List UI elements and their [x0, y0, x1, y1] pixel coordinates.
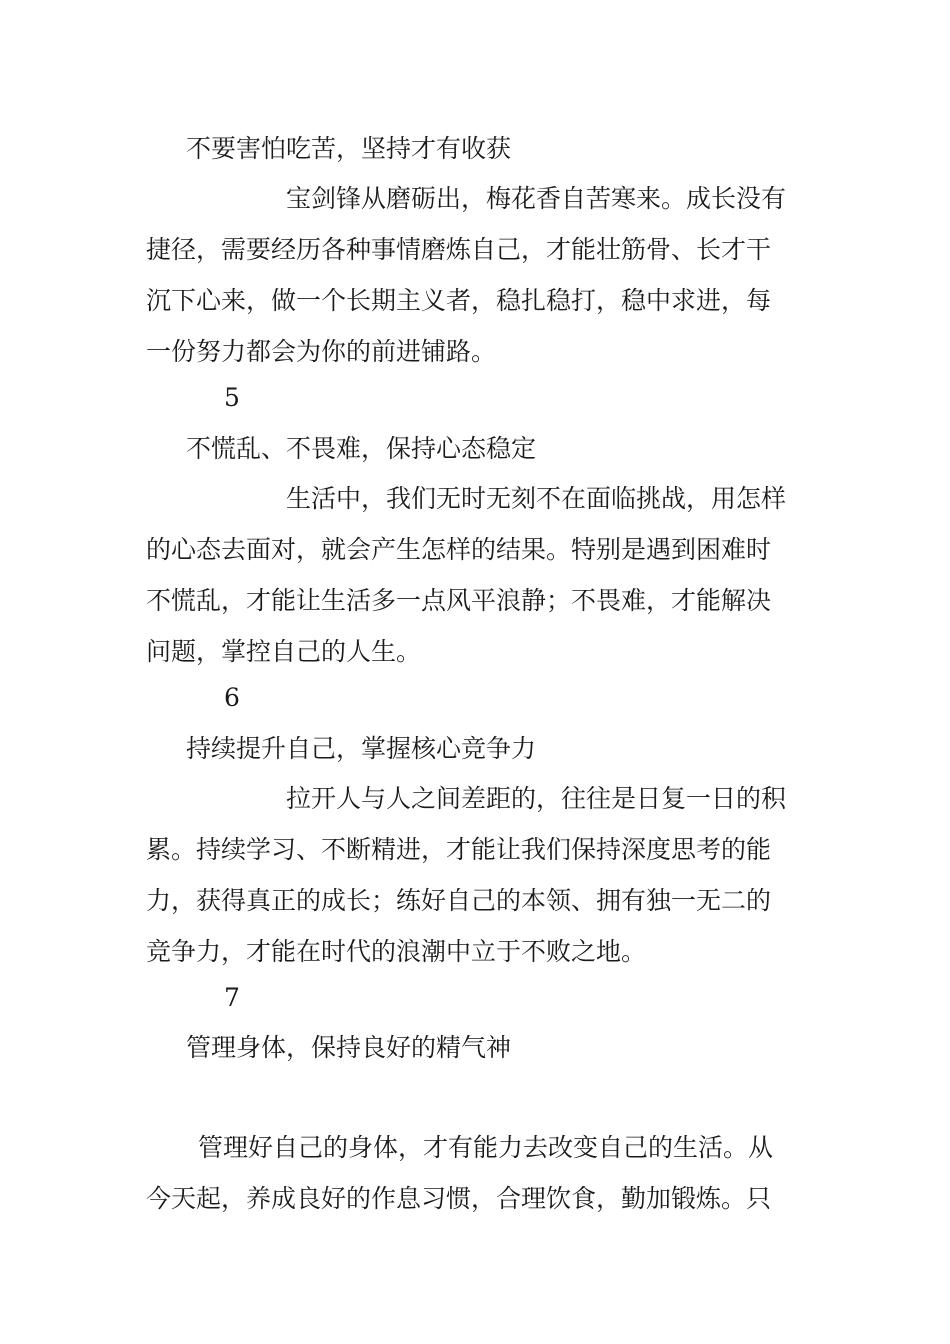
paragraph-line: 竞争力，才能在时代的浪潮中立于不败之地。 [146, 937, 647, 966]
paragraph-line: 力，获得真正的成长；练好自己的本领、拥有独一无二的 [146, 886, 772, 915]
section-heading: 管理身体，保持良好的精气神 [186, 1033, 512, 1062]
paragraph-line: 的心态去面对，就会产生怎样的结果。特别是遇到困难时 [146, 535, 772, 564]
paragraph-line: 问题，掌控自己的人生。 [146, 637, 422, 666]
paragraph-line: 管理好自己的身体，才有能力去改变自己的生活。从 [198, 1133, 774, 1162]
paragraph-line: 生活中，我们无时无刻不在面临挑战，用怎样 [286, 484, 787, 513]
paragraph-line: 今天起，养成良好的作息习惯，合理饮食，勤加锻炼。只 [146, 1184, 772, 1213]
paragraph-line: 拉开人与人之间差距的，往往是日复一日的积 [286, 784, 787, 813]
paragraph-line: 宝剑锋从磨砺出，梅花香自苦寒来。成长没有 [286, 184, 787, 213]
paragraph-line: 一份努力都会为你的前进铺路。 [146, 337, 497, 366]
section-heading: 不要害怕吃苦，坚持才有收获 [186, 134, 512, 163]
paragraph-line: 捷径，需要经历各种事情磨炼自己，才能壮筋骨、长才干 [146, 235, 772, 264]
section-number: 6 [224, 683, 240, 712]
paragraph-line: 不慌乱，才能让生活多一点风平浪静；不畏难，才能解决 [146, 586, 772, 615]
section-number: 7 [224, 983, 240, 1012]
section-heading: 持续提升自己，掌握核心竞争力 [186, 734, 537, 763]
paragraph-line: 累。持续学习、不断精进，才能让我们保持深度思考的能 [146, 835, 772, 864]
section-heading: 不慌乱、不畏难，保持心态稳定 [186, 434, 537, 463]
paragraph-line: 沉下心来，做一个长期主义者，稳扎稳打，稳中求进，每 [146, 286, 772, 315]
section-number: 5 [224, 383, 240, 412]
